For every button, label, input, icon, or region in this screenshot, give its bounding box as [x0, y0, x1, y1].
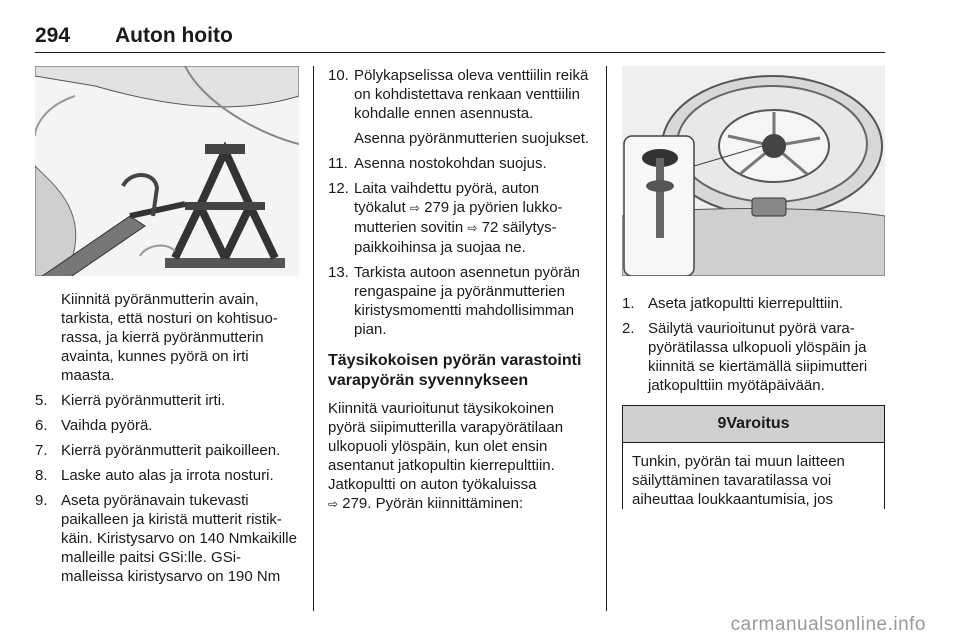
warning-box	[622, 405, 885, 509]
page-title: Auton hoito	[115, 24, 233, 47]
reference-arrow-icon: ⇨	[328, 497, 339, 511]
page-reference-link[interactable]: 279	[424, 199, 450, 216]
warning-title: Varoitus	[726, 415, 790, 432]
page-reference-link[interactable]: 279	[342, 495, 368, 512]
step-12: 12. Laita vaihdettu pyörä, auton työkalut ⇨ 279 ja pyörien lukkomutterien sovitin ⇨ 72 säilytyspaikkoihinsa ja suojaa ne.	[328, 180, 563, 256]
spare-wheel-illustration	[622, 66, 885, 276]
step-7: 7. Kierrä pyöränmutterit paikoilleen.	[35, 442, 281, 459]
step-5: 5. Kierrä pyöränmutterit irti.	[35, 392, 226, 409]
step-1: 1. Aseta jatkopultti kierrepulttiin.	[622, 295, 844, 312]
watermark: carmanualsonline.info	[730, 614, 926, 635]
step-8: 8. Laske auto alas ja irrota nosturi.	[35, 467, 274, 484]
column-divider-1	[313, 66, 314, 611]
step-11: 11. Asenna nostokohdan suojus.	[328, 155, 547, 172]
reference-arrow-icon: ⇨	[467, 221, 478, 235]
section-heading: Täysikokoisen pyörän varastointi varapyörän syvennykseen	[328, 352, 582, 389]
page-reference-link[interactable]: 72	[481, 219, 499, 236]
instruction-paragraph: Kiinnitä pyöränmutterin avain, tarkista, että nosturi on kohtisuorassa, ja kierrä pyöränmutterin avainta, kunnes pyörä on irti maasta.	[61, 291, 278, 384]
warning-triangle-icon: 9	[717, 415, 727, 432]
step-9: 9. Aseta pyöränavain tukevasti paikalleen ja kiristä mutterit ristikkäin. Kiristysarvo on 140 Nmkaikille malleille paitsi GSi:lle. GSi-malleissa kiristysarvo on 190 Nm	[35, 492, 297, 585]
step-6: 6. Vaihda pyörä.	[35, 417, 153, 434]
column-3	[622, 66, 885, 509]
warning-header	[623, 406, 884, 443]
jack-illustration	[35, 66, 299, 276]
warning-text: Tunkin, pyörän tai muun laitteen säilyttäminen tavaratilassa voi aiheuttaa loukkaantumisia, jos	[632, 453, 845, 508]
step-10-note: Asenna pyöränmutterien suojukset.	[354, 130, 590, 147]
column-divider-2	[606, 66, 607, 611]
step-2: 2. Säilytä vaurioitunut pyörä varapyörätilassa ulkopuoli ylöspäin ja kiinnitä se kiertämällä siipimutteri jatkopulttiin myötäpäivään.	[622, 320, 868, 394]
column-2	[328, 66, 590, 514]
storage-paragraph: Kiinnitä vaurioitunut täysikokoinen pyörä siipimutterilla varapyörätilaan ulkopuoli ylöspäin, kun olet ensin asentanut jatkopultin kierrepulttiin. Jatkopultti on auton työkaluissa ⇨ 279. Pyörän kiinnittäminen:	[328, 400, 564, 512]
step-10: 10. Pölykapselissa oleva venttiilin reikä on kohdistettava renkaan venttiilin kohdalle ennen asennusta.	[328, 67, 589, 122]
column-1	[35, 66, 299, 586]
header-rule	[35, 52, 885, 53]
step-13: 13. Tarkista autoon asennetun pyörän rengaspaine ja pyöränmutterien kiristysmomentti mahdollisimman pian.	[328, 264, 580, 338]
reference-arrow-icon: ⇨	[409, 201, 420, 215]
page-number: 294	[35, 24, 71, 47]
